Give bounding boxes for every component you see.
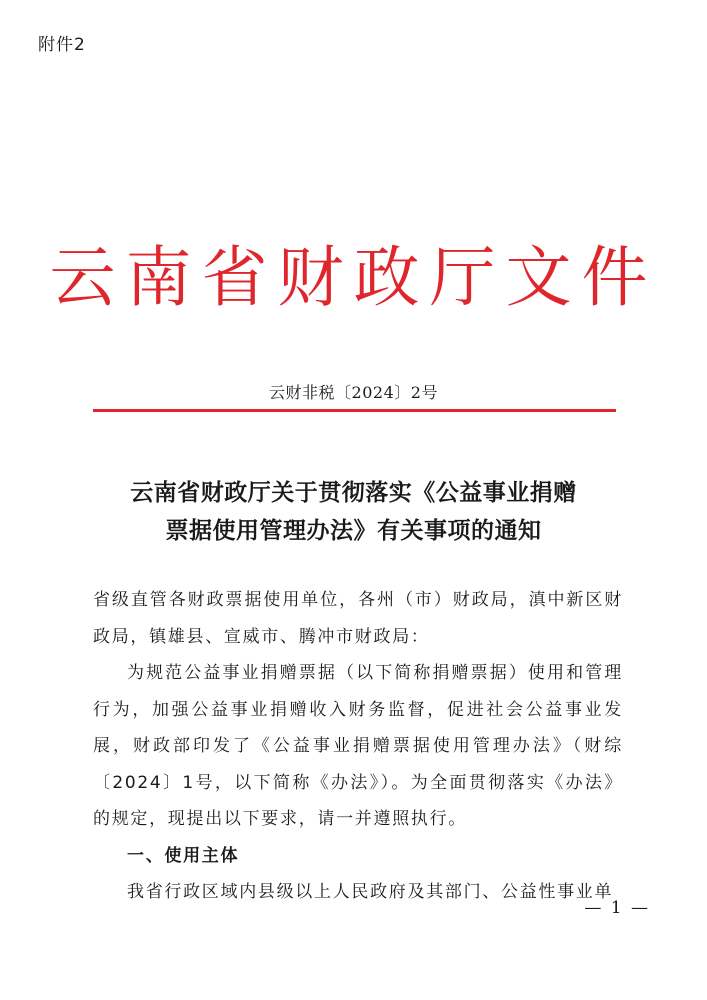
document-title <box>0 474 707 550</box>
salutation: 省级直管各财政票据使用单位，各州（市）财政局，滇中新区财政局，镇雄县、宣威市、腾冲市财政局： <box>93 590 623 647</box>
title-line-1: 云南省财政厅关于贯彻落实《公益事业捐赠 <box>130 479 577 506</box>
red-divider-line <box>93 409 616 412</box>
document-number: 云财非税〔2024〕2号 <box>269 383 438 402</box>
document-body <box>93 582 623 911</box>
attachment-label: 附件2 <box>38 35 86 55</box>
document-masthead: 云南省财政厅文件 <box>49 239 658 316</box>
paragraph-intro: 为规范公益事业捐赠票据（以下简称捐赠票据）使用和管理行为，加强公益事业捐赠收入财务监督，促进社会公益事业发展，财政部印发了《公益事业捐赠票据使用管理办法》（财综〔2024〕1号，以下简称《办法》）。为全面贯彻落实《办法》的规定，现提出以下要求，请一并遵照执行。 <box>93 663 623 829</box>
page-number: — 1 — <box>584 898 650 918</box>
section-heading-1: 一、使用主体 <box>127 845 240 866</box>
section-1-text: 我省行政区域内县级以上人民政府及其部门、公益性事业单 <box>127 882 614 902</box>
title-line-2: 票据使用管理办法》有关事项的通知 <box>165 517 542 544</box>
